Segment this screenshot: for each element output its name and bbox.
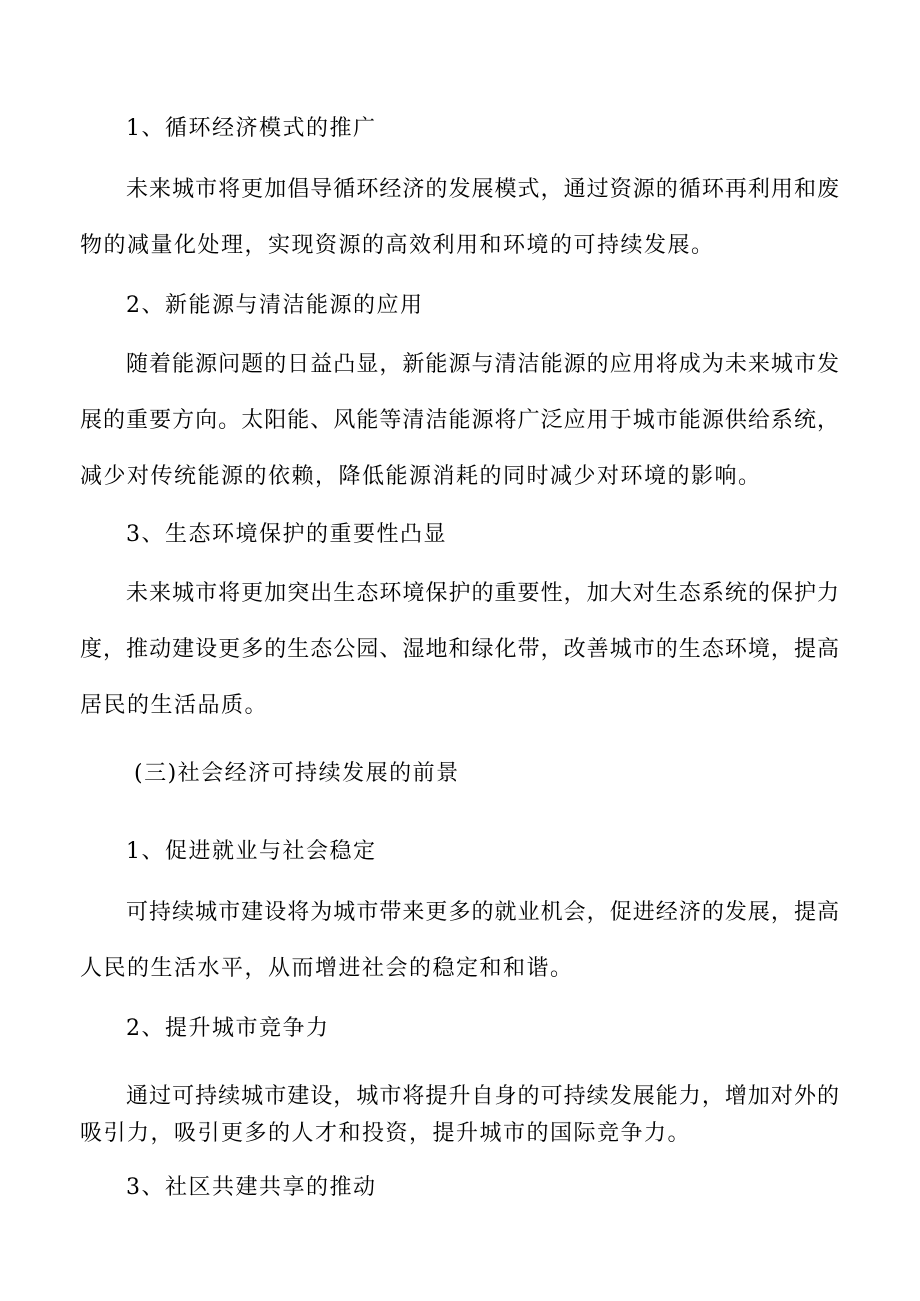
paragraph-line: 减少对传统能源的依赖，降低能源消耗的同时减少对环境的影响。 [80,464,762,489]
heading-community: 3、社区共建共享的推动 [126,1175,377,1200]
paragraph-line: 度，推动建设更多的生态公园、湿地和绿化带，改善城市的生态环境，提高 [80,637,839,662]
paragraph-line: 居民的生活品质。 [80,693,269,718]
heading-circular-economy: 1、循环经济模式的推广 [126,116,377,141]
heading-new-energy: 2、新能源与清洁能源的应用 [126,293,424,318]
paragraph-line: 吸引力，吸引更多的人才和投资，提升城市的国际竞争力。 [80,1121,692,1146]
paragraph-line: 展的重要方向。太阳能、风能等清洁能源将广泛应用于城市能源供给系统， [80,408,839,433]
heading-ecological-protection: 3、生态环境保护的重要性凸显 [126,522,447,547]
heading-competitiveness: 2、提升城市竞争力 [126,1016,330,1041]
paragraph-line: 人民的生活水平，从而增进社会的稳定和和谐。 [80,956,574,981]
paragraph-line: 未来城市将更加突出生态环境保护的重要性，加大对生态系统的保护力 [126,581,839,606]
paragraph-line: 可持续城市建设将为城市带来更多的就业机会，促进经济的发展，提高 [126,900,839,925]
heading-employment: 1、促进就业与社会稳定 [126,839,377,864]
paragraph-line: 物的减量化处理，实现资源的高效利用和环境的可持续发展。 [80,233,715,258]
paragraph-line: 通过可持续城市建设，城市将提升自身的可持续发展能力，增加对外的 [126,1084,839,1109]
section-heading-socioeconomic: (三)社会经济可持续发展的前景 [134,761,460,786]
paragraph-line: 未来城市将更加倡导循环经济的发展模式，通过资源的循环再利用和废 [126,177,839,202]
paragraph-line: 随着能源问题的日益凸显，新能源与清洁能源的应用将成为未来城市发 [126,352,839,377]
